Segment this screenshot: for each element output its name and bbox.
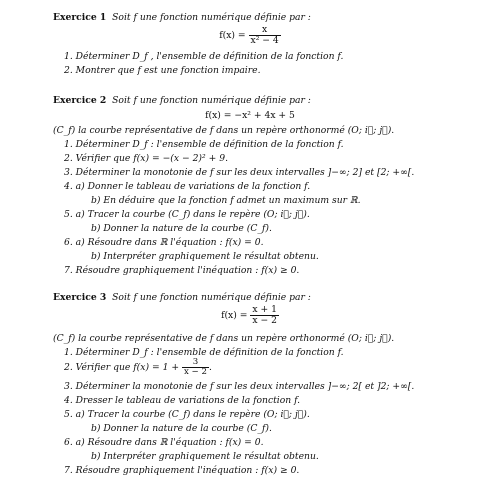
exercise-3-question-3: 3. Déterminer la monotonie de f sur les deux intervalles ]−∞; 2[ et ]2; +∞[. xyxy=(64,381,415,392)
exercise-3-question-1: 1. Déterminer D_f : l'ensemble de définition de la fonction f. xyxy=(64,347,344,358)
exercise-1-question-1: 1. Déterminer D_f , l'ensemble de définition de la fonction f. xyxy=(64,51,344,62)
exercise-2-label: Exercice 2 xyxy=(53,95,107,106)
exercise-3-function xyxy=(0,305,500,326)
exercise-3-question-2-numerator: 3 xyxy=(192,357,199,367)
exercise-2-curve-definition: (C_f) la courbe représentative de f dans un repère orthonormé (O; i⃗; j⃗). xyxy=(53,125,395,136)
exercise-2-question-3: 3. Déterminer la monotonie de f sur les deux intervalles ]−∞; 2] et [2; +∞[. xyxy=(64,167,415,178)
exercise-1-label: Exercice 1 xyxy=(53,12,107,23)
exercise-1-function xyxy=(0,25,500,46)
exercise-3-denominator: x − 2 xyxy=(252,315,277,326)
exercise-2-question-1: 1. Déterminer D_f : l'ensemble de définition de la fonction f. xyxy=(64,139,344,150)
exercise-3-question-2-denominator: x − 2 xyxy=(183,367,207,377)
exercise-3-heading xyxy=(53,292,311,303)
exercise-3-question-2 xyxy=(64,358,212,377)
exercise-2-question-7: 7. Résoudre graphiquement l'inéquation : f(x) ≥ 0. xyxy=(64,265,300,276)
exercise-2-question-2: 2. Vérifier que f(x) = −(x − 2)² + 9. xyxy=(64,153,228,164)
exercise-3-question-4: 4. Dresser le tableau de variations de la fonction f. xyxy=(64,395,301,406)
exercise-2-question-6a: 6. a) Résoudre dans ℝ l'équation : f(x) = 0. xyxy=(64,237,264,248)
exercise-3-function-lhs: f(x) = xyxy=(221,310,248,321)
exercise-2-intro: Soit f une fonction numérique définie par : xyxy=(112,95,311,106)
exercise-3-intro: Soit f une fonction numérique définie par : xyxy=(112,292,311,303)
exercise-3-curve-definition: (C_f) la courbe représentative de f dans un repère orthonormé (O; i⃗; j⃗). xyxy=(53,333,395,344)
exercise-2-function: f(x) = −x² + 4x + 5 xyxy=(205,110,295,121)
exercise-1-fraction xyxy=(249,25,281,46)
exercise-2-question-6b: b) Interpréter graphiquement le résultat obtenu. xyxy=(91,251,319,262)
exercise-3-fraction xyxy=(250,305,279,326)
exercise-3-question-2-text: 2. Vérifier que f(x) = 1 + xyxy=(64,362,180,373)
exercise-1-question-2: 2. Montrer que f est une fonction impaire. xyxy=(64,65,261,76)
exercise-3-question-6a: 6. a) Résoudre dans ℝ l'équation : f(x) = 0. xyxy=(64,437,264,448)
exercise-2-question-4b: b) En déduire que la fonction f admet un maximum sur ℝ. xyxy=(91,195,361,206)
exercise-3-question-6b: b) Interpréter graphiquement le résultat obtenu. xyxy=(91,451,319,462)
exercise-1-intro: Soit f une fonction numérique définie par : xyxy=(112,12,311,23)
exercise-3-numerator: x + 1 xyxy=(252,304,277,315)
exercise-2-question-5a: 5. a) Tracer la courbe (C_f) dans le repère (O; i⃗; j⃗). xyxy=(64,209,310,220)
exercise-2-heading xyxy=(53,95,311,106)
exercise-3-question-2-fraction xyxy=(182,358,209,377)
exercise-3-question-2-period: . xyxy=(208,362,212,373)
exercise-3-question-5a: 5. a) Tracer la courbe (C_f) dans le repère (O; i⃗; j⃗). xyxy=(64,409,310,420)
exercise-3-label: Exercice 3 xyxy=(53,292,107,303)
exercise-1-numerator: x xyxy=(262,24,268,35)
exercise-3-question-5b: b) Donner la nature de la courbe (C_f). xyxy=(91,423,272,434)
exercise-1-function-lhs: f(x) = xyxy=(219,30,246,41)
exercise-1-denominator: x² − 4 xyxy=(250,35,279,46)
exercise-3-question-7: 7. Résoudre graphiquement l'inéquation : f(x) ≥ 0. xyxy=(64,465,300,476)
exercise-2-question-5b: b) Donner la nature de la courbe (C_f). xyxy=(91,223,272,234)
exercise-2-question-4a: 4. a) Donner le tableau de variations de la fonction f. xyxy=(64,181,311,192)
exercise-1-heading xyxy=(53,12,311,23)
